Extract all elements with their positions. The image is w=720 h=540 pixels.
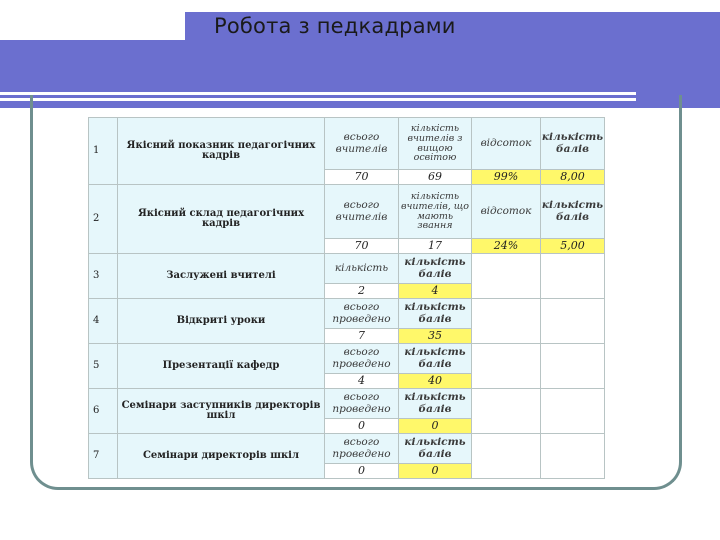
- value-cell: 0: [325, 419, 399, 434]
- header-cell: всього проведено: [325, 389, 399, 419]
- empty-cell: [472, 254, 541, 299]
- header-notch: [0, 12, 185, 40]
- value-cell: 2: [325, 284, 399, 299]
- value-cell: 35: [399, 329, 472, 344]
- header-cell: всього проведено: [325, 344, 399, 374]
- value-cell: 7: [325, 329, 399, 344]
- row-name: Семінари директорів шкіл: [118, 434, 325, 479]
- header-cell: кількість балів: [399, 434, 472, 464]
- row-number: 6: [89, 389, 118, 434]
- header-cell: відсоток: [472, 118, 541, 170]
- empty-cell: [472, 299, 541, 344]
- header-cell: всього вчителів: [325, 185, 399, 239]
- header-cell: кількість балів: [399, 344, 472, 374]
- table-row: [89, 299, 605, 329]
- header-cell: кількість вчителів з вищою освітою: [399, 118, 472, 170]
- empty-cell: [541, 254, 605, 299]
- empty-cell: [541, 434, 605, 479]
- table-row: [89, 434, 605, 464]
- table-row: [89, 185, 605, 239]
- empty-cell: [541, 299, 605, 344]
- value-cell: 0: [325, 464, 399, 479]
- table-row: [89, 118, 605, 170]
- empty-cell: [472, 434, 541, 479]
- value-cell: 5,00: [541, 239, 605, 254]
- header-cell: кількість вчителів, що мають звання: [399, 185, 472, 239]
- empty-cell: [472, 389, 541, 434]
- empty-cell: [472, 344, 541, 389]
- header-cell: кількість балів: [399, 254, 472, 284]
- value-cell: 4: [399, 284, 472, 299]
- header-cell: кількість: [325, 254, 399, 284]
- row-name: Презентації кафедр: [118, 344, 325, 389]
- row-name: Якісний склад педагогічних кадрів: [118, 185, 325, 254]
- row-number: 3: [89, 254, 118, 299]
- header-cell: всього проведено: [325, 434, 399, 464]
- row-number: 2: [89, 185, 118, 254]
- header-cell: кількість балів: [399, 299, 472, 329]
- header-cell: всього вчителів: [325, 118, 399, 170]
- value-cell: 8,00: [541, 170, 605, 185]
- value-cell: 99%: [472, 170, 541, 185]
- row-number: 1: [89, 118, 118, 185]
- table-row: [89, 389, 605, 419]
- value-cell: 70: [325, 170, 399, 185]
- row-number: 5: [89, 344, 118, 389]
- table-row: [89, 254, 605, 284]
- staff-table: [88, 117, 605, 479]
- header-cell: відсоток: [472, 185, 541, 239]
- slide-title: Робота з педкадрами: [214, 14, 456, 38]
- value-cell: 17: [399, 239, 472, 254]
- header-cell: кількість балів: [541, 118, 605, 170]
- row-name: Заслужені вчителі: [118, 254, 325, 299]
- empty-cell: [541, 344, 605, 389]
- header-rule-top: [0, 92, 636, 95]
- value-cell: 69: [399, 170, 472, 185]
- empty-cell: [541, 389, 605, 434]
- header-cell: всього проведено: [325, 299, 399, 329]
- header-cell: кількість балів: [541, 185, 605, 239]
- value-cell: 0: [399, 464, 472, 479]
- row-name: Семінари заступників директорів шкіл: [118, 389, 325, 434]
- value-cell: 70: [325, 239, 399, 254]
- value-cell: 24%: [472, 239, 541, 254]
- row-name: Відкриті уроки: [118, 299, 325, 344]
- header-cell: кількість балів: [399, 389, 472, 419]
- value-cell: 4: [325, 374, 399, 389]
- table-row: [89, 344, 605, 374]
- row-number: 7: [89, 434, 118, 479]
- row-number: 4: [89, 299, 118, 344]
- row-name: Якісний показник педагогічних кадрів: [118, 118, 325, 185]
- value-cell: 40: [399, 374, 472, 389]
- value-cell: 0: [399, 419, 472, 434]
